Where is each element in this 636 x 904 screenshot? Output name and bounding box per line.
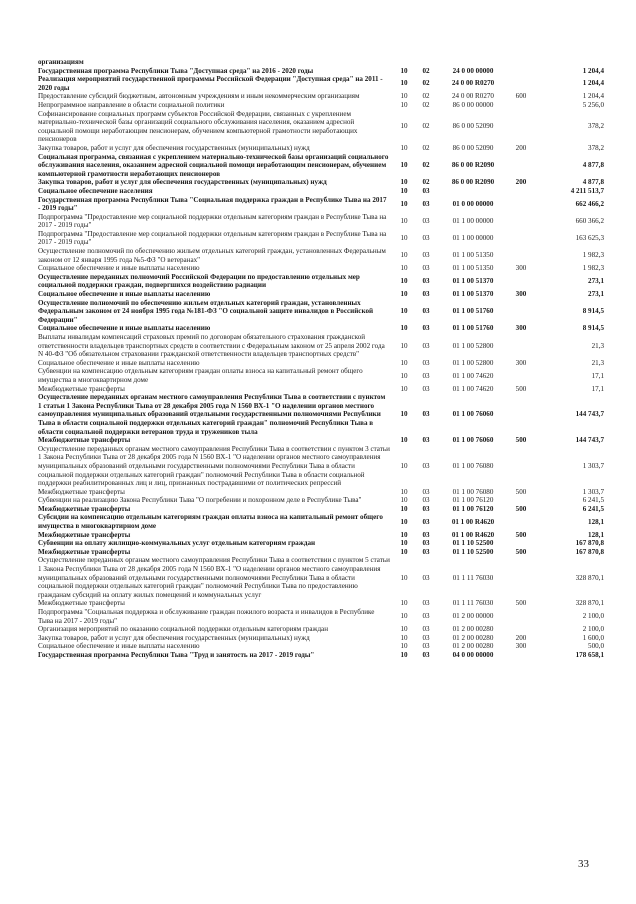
amount: 1 204,4 [582,92,604,101]
expense-type-code: 500 [515,504,527,513]
amount: 1 982,3 [582,251,604,260]
section-code: 10 [400,178,408,187]
section-code: 10 [400,79,408,88]
amount: 17,1 [591,371,604,380]
section-code: 10 [400,642,408,651]
row-name: Социальное обеспечение и иные выплаты населению [38,324,211,333]
row-name: Межбюджетные трансферты [38,436,131,445]
amount: 1 204,4 [582,66,604,75]
subsection-code: 02 [422,178,430,187]
amount: 1 982,3 [582,264,604,273]
table-row [38,213,604,230]
expense-type-code: 200 [515,178,527,187]
subsection-code: 03 [422,358,430,367]
section-code: 10 [400,161,408,170]
table-row [38,144,604,153]
table-row [38,651,604,660]
table-row [38,599,604,608]
section-code: 10 [400,487,408,496]
expense-type-code: 500 [515,436,527,445]
amount: 273,1 [588,290,604,299]
target-code: 01 1 00 00000 [452,216,494,225]
subsection-code: 03 [422,633,430,642]
target-code: 01 1 00 51760 [452,324,494,333]
target-code: 01 1 00 52800 [452,358,494,367]
expense-type-code: 500 [515,487,527,496]
amount: 328 870,1 [575,599,604,608]
subsection-code: 02 [422,122,430,131]
row-name: Межбюджетные трансферты [38,530,131,539]
row-name: организациям [38,58,84,66]
subsection-code: 03 [422,625,430,634]
amount: 1 303,7 [582,461,604,470]
target-code: 01 1 00 74620 [452,371,494,380]
expense-type-code: 600 [515,92,527,101]
row-name: Осуществление переданных органам местного самоуправления Республики Тыва в соответствии с пунктом 3 статьи 1 Закона Республики Тыва от 28 декабря 2005 года N 1560 ВХ-1 "О наделении органов местного самоуправления муниципальных образований отдельными государственными полномочиями Республики Тыва в области социальной поддержки отдельных категорий граждан" полномочий Республики Тыва в области социальной поддержки реабилитированных лиц и лиц, признанных пострадавшими от политических репрессий [38,444,390,488]
target-code: 01 1 00 76080 [452,461,494,470]
subsection-code: 03 [422,650,430,659]
section-code: 10 [400,251,408,260]
section-code: 10 [400,436,408,445]
subsection-code: 02 [422,143,430,152]
section-code: 10 [400,199,408,208]
target-code: 24 0 00 R0270 [451,79,495,88]
subsection-code: 03 [422,496,430,505]
section-code: 10 [400,650,408,659]
row-name: Субвенции на компенсацию отдельным категориям граждан оплаты взноса на капитальный ремонт общего имущества в многоквартирном доме [38,367,363,384]
section-code: 10 [400,277,408,286]
expense-type-code: 300 [515,264,527,273]
row-name: Подпрограмма "Предоставление мер социальной поддержки отдельным категориям граждан в Республике Тыва на 2017 - 2019 годы" [38,212,387,230]
row-name: Межбюджетные трансферты [38,599,125,608]
row-name: Непрограммное направление в области социальной политики [38,100,225,109]
target-code: 01 1 00 51370 [452,290,494,299]
section-code: 10 [400,264,408,273]
target-code: 01 1 00 76120 [452,496,494,505]
subsection-code: 03 [422,461,430,470]
section-code: 10 [400,517,408,526]
section-code: 10 [400,547,408,556]
expense-type-code: 500 [515,599,527,608]
row-name: Осуществление полномочий по обеспечению жильем отдельных категорий граждан, установленных Федеральным законом от 12 января 1995 года №5-ФЗ "О ветеранах" [38,247,386,264]
target-code: 01 1 11 76030 [452,573,494,582]
amount: 5 256,0 [582,100,604,109]
table-row [38,367,604,384]
amount: 144 743,7 [575,410,604,419]
budget-table [38,58,604,660]
row-name: Осуществление полномочий по обеспечению жильем отдельных категорий граждан, установленных Федеральным законом от 24 ноября 1995 года №181-ФЗ "О социальной защите инвалидов в Российской Федерации" [38,298,374,324]
amount: 1 204,4 [582,79,604,88]
amount: 6 241,5 [582,504,604,513]
table-row [38,153,604,179]
subsection-code: 03 [422,307,430,316]
amount: 144 743,7 [575,436,604,445]
subsection-code: 03 [422,436,430,445]
table-row [38,488,604,497]
section-code: 10 [400,100,408,109]
amount: 4 877,8 [582,161,604,170]
row-name: Межбюджетные трансферты [38,504,131,513]
subsection-code: 03 [422,410,430,419]
target-code: 01 2 00 00000 [452,612,494,621]
target-code: 24 0 00 00000 [452,66,494,75]
table-row [38,196,604,213]
amount: 4 211 513,7 [570,186,604,195]
subsection-code: 03 [422,539,430,548]
expense-type-code: 300 [515,324,527,333]
amount: 2 100,0 [582,625,604,634]
expense-type-code: 500 [515,530,527,539]
table-row [38,101,604,110]
expense-type-code: 500 [515,547,527,556]
target-code: 01 1 00 51350 [452,264,494,273]
table-row [38,556,604,599]
section-code: 10 [400,539,408,548]
subsection-code: 03 [422,290,430,299]
amount: 17,1 [591,384,604,393]
target-code: 01 2 00 00280 [452,633,494,642]
target-code: 01 1 00 76060 [452,410,494,419]
table-row [38,531,604,540]
amount: 2 100,0 [582,612,604,621]
row-name: Социальное обеспечение и иные выплаты населению [38,264,200,273]
table-row [38,273,604,290]
subsection-code: 03 [422,487,430,496]
row-name: Субвенции на оплату жилищно-коммунальных услуг отдельным категориям граждан [38,539,316,548]
target-code: 01 1 00 51760 [452,307,494,316]
target-code: 01 0 00 00000 [452,199,494,208]
amount: 21,3 [591,341,604,350]
subsection-code: 03 [422,642,430,651]
table-row [38,264,604,273]
target-code: 01 1 10 52500 [452,547,494,556]
table-row [38,75,604,92]
section-code: 10 [400,461,408,470]
amount: 167 870,8 [575,539,604,548]
subsection-code: 03 [422,573,430,582]
target-code: 01 1 00 76060 [452,436,494,445]
row-name: Социальное обеспечение и иные выплаты населению [38,358,200,367]
row-name: Государственная программа Республики Тыва "Доступная среда" на 2016 - 2020 годы [38,66,314,75]
section-code: 10 [400,384,408,393]
target-code: 01 1 00 51350 [452,251,494,260]
target-code: 86 0 00 52090 [452,122,494,131]
subsection-code: 03 [422,599,430,608]
section-code: 10 [400,92,408,101]
row-name: Осуществление переданных полномочий Российской Федерации по предоставлению отдельных мер социальной поддержки граждан, подвергшихся воздействию радиации [38,272,360,290]
row-name: Подпрограмма "Предоставление мер социальной поддержки отдельным категориям граждан в Республике Тыва на 2017 - 2019 годы" [38,229,387,247]
row-name: Субвенции на реализацию Закона Республики Тыва "О погребении и похоронном деле в Республике Тыва" [38,496,362,505]
amount: 378,2 [588,143,604,152]
amount: 21,3 [591,358,604,367]
section-code: 10 [400,234,408,243]
section-code: 10 [400,358,408,367]
target-code: 01 1 00 00000 [452,234,494,243]
table-row [38,333,604,359]
section-code: 10 [400,573,408,582]
section-code: 10 [400,143,408,152]
subsection-code: 03 [422,199,430,208]
table-row [38,505,604,514]
table-row [38,642,604,651]
target-code: 86 0 00 00000 [452,100,494,109]
row-name: Реализация мероприятий государственной программы Российской Федерации "Доступная среда" на 2011 - 2020 годы [38,75,383,92]
target-code: 04 0 00 00000 [452,650,494,659]
table-row [38,436,604,445]
subsection-code: 03 [422,517,430,526]
target-code: 01 1 00 51370 [452,277,494,286]
amount: 6 241,5 [582,496,604,505]
target-code: 01 1 00 76120 [452,504,494,513]
amount: 1 600,0 [582,633,604,642]
table-row [38,299,604,325]
table-row [38,513,604,530]
subsection-code: 03 [422,547,430,556]
table-row [38,548,604,557]
row-name: Софинансирование социальных программ субъектов Российской Федерации, связанных с укреплением материально-технической базы организаций социального обслуживания населения, оказанием адресной социальной помощи неработающим пенсионерам, обучением компьютерной грамотности неработающих пенсионеров [38,109,358,144]
subsection-code: 03 [422,251,430,260]
target-code: 01 2 00 00280 [452,625,494,634]
expense-type-code: 500 [515,384,527,393]
row-name: Закупка товаров, работ и услуг для обеспечения государственных (муниципальных) нужд [38,633,310,642]
section-code: 10 [400,186,408,195]
subsection-code: 03 [422,371,430,380]
table-row [38,187,604,196]
table-row [38,359,604,368]
target-code: 24 0 00 R0270 [452,92,494,101]
table-row [38,290,604,299]
target-code: 01 1 00 74620 [452,384,494,393]
row-name: Осуществление переданных органам местного самоуправления Республики Тыва в соответствии с пунктом 5 статьи 1 Закона Республики Тыва от 28 декабря 2005 года N 1560 ВХ-1 "О наделении органов местного самоуправления муниципальных образований отдельными государственными полномочиями Республики Тыва в области социальной поддержки отдельных категорий граждан" полномочий Республики Тыва по предоставлению гражданам субсидий на оплату жилых помещений и коммунальных услуг [38,556,390,599]
row-name: Предоставление субсидий бюджетным, автономным учреждениям и иным некоммерческим организациям [38,92,360,101]
subsection-code: 03 [422,384,430,393]
row-name: Социальное обеспечение и иные выплаты населению [38,290,211,299]
table-row [38,625,604,634]
amount: 4 877,8 [582,178,604,187]
table-row [38,393,604,436]
subsection-code: 02 [422,92,430,101]
section-code: 10 [400,633,408,642]
amount: 273,1 [588,277,604,286]
amount: 378,2 [588,122,604,131]
section-code: 10 [400,496,408,505]
target-code: 01 1 11 76030 [452,599,494,608]
section-code: 10 [400,341,408,350]
row-name: Закупка товаров, работ и услуг для обеспечения государственных (муниципальных) нужд [38,178,327,187]
amount: 328 870,1 [575,573,604,582]
section-code: 10 [400,612,408,621]
table-row [38,496,604,505]
amount: 500,0 [588,642,604,651]
expense-type-code: 300 [515,358,527,367]
expense-type-code: 200 [515,633,527,642]
row-name: Закупка товаров, работ и услуг для обеспечения государственных (муниципальных) нужд [38,143,310,152]
section-code: 10 [400,410,408,419]
subsection-code: 03 [422,504,430,513]
subsection-code: 03 [422,186,430,195]
row-name: Подпрограмма "Социальная поддержка и обслуживание граждан пожилого возраста и инвалидов в Республике Тыва на 2017 - 2019 годы" [38,608,375,625]
row-name: Организация мероприятий по оказанию социальной поддержки отдельным категориям граждан [38,625,329,634]
table-row [38,178,604,187]
subsection-code: 03 [422,264,430,273]
row-name: Социальное обеспечение населения [38,186,153,195]
subsection-code: 03 [422,324,430,333]
target-code: 86 0 00 R2090 [451,161,495,170]
section-code: 10 [400,599,408,608]
amount: 662 466,2 [575,199,604,208]
amount: 660 366,2 [575,216,604,225]
table-row [38,67,604,76]
table-row [38,634,604,643]
row-name: Межбюджетные трансферты [38,547,131,556]
table-row [38,385,604,394]
row-name: Социальное обеспечение и иные выплаты населению [38,642,200,651]
section-code: 10 [400,504,408,513]
table-row [38,92,604,101]
amount: 163 625,3 [575,234,604,243]
target-code: 01 2 00 00280 [452,642,494,651]
section-code: 10 [400,371,408,380]
subsection-code: 03 [422,216,430,225]
table-row [38,247,604,264]
row-name: Государственная программа Республики Тыва "Труд и занятость на 2017 - 2019 годы" [38,650,315,659]
subsection-code: 02 [422,100,430,109]
subsection-code: 03 [422,341,430,350]
section-code: 10 [400,290,408,299]
expense-type-code: 300 [515,290,527,299]
amount: 1 303,7 [582,487,604,496]
target-code: 01 1 00 76080 [452,487,494,496]
section-code: 10 [400,66,408,75]
section-code: 10 [400,122,408,131]
target-code: 01 1 00 52800 [452,341,494,350]
row-name: Межбюджетные трансферты [38,384,125,393]
target-code: 01 1 00 R4620 [451,530,495,539]
amount: 128,1 [588,517,604,526]
amount: 178 658,1 [575,650,604,659]
subsection-code: 03 [422,234,430,243]
subsection-code: 02 [422,161,430,170]
table-row [38,58,604,67]
amount: 167 870,8 [575,547,604,556]
target-code: 86 0 00 52090 [452,143,494,152]
subsection-code: 03 [422,612,430,621]
amount: 8 914,5 [582,307,604,316]
row-name: Социальная программа, связанная с укреплением материально-технической базы организаций социального обслуживания населения, оказанием адресной социальной помощи неработающим пенсионерам, обучением компьютерной грамотности неработающих пенсионеров [38,152,389,178]
subsection-code: 02 [422,79,430,88]
subsection-code: 02 [422,66,430,75]
row-name: Осуществление переданных органам местного самоуправления Республики Тыва в соответствии с пунктом 1 статьи 1 Закона Республики Тыва от 28 декабря 2005 года N 1560 ВХ-1 "О наделении органов местного самоуправления муниципальных образований отдельными государственными полномочиями Республики Тыва в области социальной поддержки отдельных категорий граждан" полномочий Республики Тыва в области социальной поддержки ветеранов труда и тружеников тыла [38,393,386,436]
expense-type-code: 200 [515,143,527,152]
section-code: 10 [400,625,408,634]
row-name: Государственная программа Республики Тыва "Социальная поддержка граждан в Республике Тыва на 2017 - 2019 годы" [38,195,387,213]
page-number: 33 [578,858,589,870]
section-code: 10 [400,216,408,225]
target-code: 86 0 00 R2090 [451,178,495,187]
section-code: 10 [400,324,408,333]
target-code: 01 1 00 R4620 [451,517,495,526]
subsection-code: 03 [422,277,430,286]
row-name: Межбюджетные трансферты [38,487,125,496]
table-row [38,230,604,247]
table-row [38,445,604,488]
table-row [38,324,604,333]
target-code: 01 1 10 52500 [452,539,494,548]
row-name: Выплаты инвалидам компенсаций страховых премий по договорам обязательного страхования гражданской ответственности владельцев транспортных средств в соответствии с Федеральным законом от 25 апреля 2002 года N 40-ФЗ "Об обязательном страховании гражданской ответственности владельцев транспортных средств" [38,333,385,359]
section-code: 10 [400,530,408,539]
table-row [38,539,604,548]
amount: 128,1 [588,530,604,539]
subsection-code: 03 [422,530,430,539]
table-row [38,110,604,144]
table-row [38,608,604,625]
row-name: Субсидии на компенсацию отдельным категориям граждан оплаты взноса на капитальный ремонт общего имущества в многоквартирном доме [38,513,383,531]
expense-type-code: 300 [515,642,527,651]
amount: 8 914,5 [582,324,604,333]
section-code: 10 [400,307,408,316]
